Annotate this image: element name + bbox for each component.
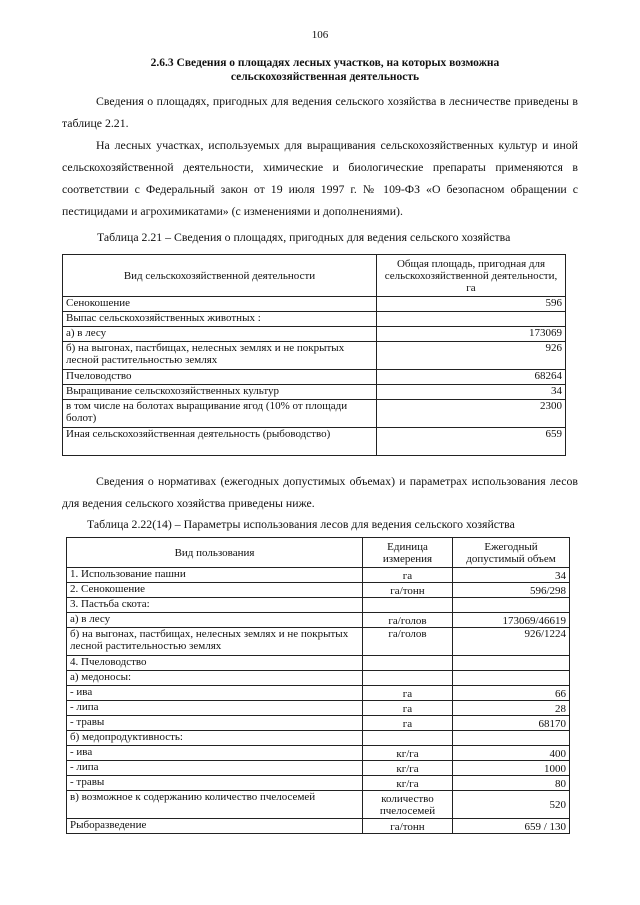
table-row — [67, 671, 570, 686]
table-cell — [453, 598, 570, 613]
table-cell — [453, 671, 570, 686]
paragraph-chemicals: На лесных участках, используемых для выращивания сельскохозяйственных культур и иной сельскохозяйственной деятельности, химические и биологические препараты применяются в соответствии с Федеральный закон от 19 июля 1997 г. № 109-ФЗ «О безопасном обращении с пестицидами и агрохимикатами» (с изменениями и дополнениями). — [62, 138, 578, 218]
table-row — [63, 342, 566, 370]
table-cell: 68170 — [453, 716, 570, 731]
table-row — [67, 583, 570, 598]
table-cell: 173069 — [377, 327, 566, 342]
page-number: 106 — [311, 29, 329, 41]
table-row — [67, 656, 570, 671]
table-cell: га/голов — [363, 613, 453, 628]
table-cell: га/тонн — [363, 583, 453, 598]
table-row — [63, 327, 566, 342]
table-cell: га — [363, 716, 453, 731]
table-row — [67, 776, 570, 791]
table-cell: га — [363, 701, 453, 716]
table-row — [67, 819, 570, 834]
table-cell: 2. Сенокошение — [67, 583, 363, 598]
table-cell — [453, 731, 570, 746]
table-cell: Сенокошение — [63, 297, 377, 312]
table-cell: 66 — [453, 686, 570, 701]
table-cell: га — [363, 686, 453, 701]
table-cell — [363, 598, 453, 613]
table-row — [63, 297, 566, 312]
table-cell: 80 — [453, 776, 570, 791]
table-cell: кг/га — [363, 776, 453, 791]
table-row — [63, 385, 566, 400]
table-cell: 596 — [377, 297, 566, 312]
table-cell: количество пчелосемей — [363, 791, 453, 819]
table-cell: 2300 — [377, 400, 566, 428]
table-cell: - липа — [67, 701, 363, 716]
table-cell: Иная сельскохозяйственная деятельность (рыбоводство) — [63, 428, 377, 456]
table-2-22 — [66, 537, 570, 834]
paragraph-intro: Сведения о площадях, пригодных для ведения сельского хозяйства в лесничестве приведены в таблице 2.21. — [62, 94, 578, 130]
table-row — [67, 686, 570, 701]
table-cell: - травы — [67, 776, 363, 791]
table-row — [63, 370, 566, 385]
table-cell: а) медоносы: — [67, 671, 363, 686]
table-cell: 173069/46619 — [453, 613, 570, 628]
table-cell: 4. Пчеловодство — [67, 656, 363, 671]
table-cell: 3. Пастьба скота: — [67, 598, 363, 613]
table-cell — [377, 312, 566, 327]
table-cell: 520 — [453, 791, 570, 819]
table-cell: Выпас сельскохозяйственных животных : — [63, 312, 377, 327]
table-cell: а) в лесу — [67, 613, 363, 628]
table-cell: 659 / 130 — [453, 819, 570, 834]
table-row — [67, 716, 570, 731]
table-cell: в) возможное к содержанию количество пчелосемей — [67, 791, 363, 819]
table-2-22-caption: Таблица 2.22(14) – Параметры использования лесов для ведения сельского хозяйства — [87, 517, 515, 531]
section-title-line-1: 2.6.3 Сведения о площадях лесных участков, на которых возможна — [150, 57, 500, 69]
table-cell: в том числе на болотах выращивание ягод (10% от площади болот) — [63, 400, 377, 428]
table-row — [67, 628, 570, 656]
table-row — [67, 568, 570, 583]
table-header-cell: Ежегодный допустимый объем — [453, 538, 570, 568]
table-cell: 68264 — [377, 370, 566, 385]
table-cell: га/голов — [363, 628, 453, 656]
table-row — [67, 761, 570, 776]
table-cell: Выращивание сельскохозяйственных культур — [63, 385, 377, 400]
table-header-cell: Вид пользования — [67, 538, 363, 568]
table-row — [67, 701, 570, 716]
table-cell — [363, 656, 453, 671]
section-title-line-2: сельскохозяйственная деятельность — [230, 71, 420, 83]
table-cell: 1. Использование пашни — [67, 568, 363, 583]
table-header-cell: Вид сельскохозяйственной деятельности — [63, 255, 377, 297]
table-cell: б) медопродуктивность: — [67, 731, 363, 746]
table-cell: Рыборазведение — [67, 819, 363, 834]
table-cell: га — [363, 568, 453, 583]
paragraph-norms: Сведения о нормативах (ежегодных допустимых объемах) и параметрах использования лесов для ведения сельского хозяйства приведены ниже. — [62, 474, 578, 510]
table-2-21-caption: Таблица 2.21 – Сведения о площадях, пригодных для ведения сельского хозяйства — [97, 230, 511, 244]
table-cell: кг/га — [363, 746, 453, 761]
table-cell: 659 — [377, 428, 566, 456]
table-row — [63, 428, 566, 456]
table-cell: га/тонн — [363, 819, 453, 834]
table-row — [63, 312, 566, 327]
table-header-cell: Единица измерения — [363, 538, 453, 568]
table-cell: б) на выгонах, пастбищах, нелесных землях и не покрытых лесной растительностью землях — [63, 342, 377, 370]
table-cell: 28 — [453, 701, 570, 716]
table-cell — [363, 671, 453, 686]
table-cell: - травы — [67, 716, 363, 731]
table-cell: 400 — [453, 746, 570, 761]
table-cell: кг/га — [363, 761, 453, 776]
section-title — [90, 56, 560, 84]
table-cell: 596/298 — [453, 583, 570, 598]
table-row — [67, 791, 570, 819]
table-cell: - липа — [67, 761, 363, 776]
table-cell — [363, 731, 453, 746]
table-cell: - ива — [67, 686, 363, 701]
table-cell: Пчеловодство — [63, 370, 377, 385]
table-cell: 34 — [377, 385, 566, 400]
table-cell: а) в лесу — [63, 327, 377, 342]
table-cell: 1000 — [453, 761, 570, 776]
table-2-21 — [62, 254, 566, 456]
table-cell: 926 — [377, 342, 566, 370]
table-row — [67, 598, 570, 613]
table-cell — [453, 656, 570, 671]
table-row — [67, 613, 570, 628]
table-header-cell: Общая площадь, пригодная для сельскохозяйственной деятельности, га — [377, 255, 566, 297]
table-cell: б) на выгонах, пастбищах, нелесных землях и не покрытых лесной растительностью землях — [67, 628, 363, 656]
table-row — [67, 746, 570, 761]
table-cell: 34 — [453, 568, 570, 583]
table-row — [63, 400, 566, 428]
table-row — [67, 731, 570, 746]
table-cell: - ива — [67, 746, 363, 761]
table-cell: 926/1224 — [453, 628, 570, 656]
